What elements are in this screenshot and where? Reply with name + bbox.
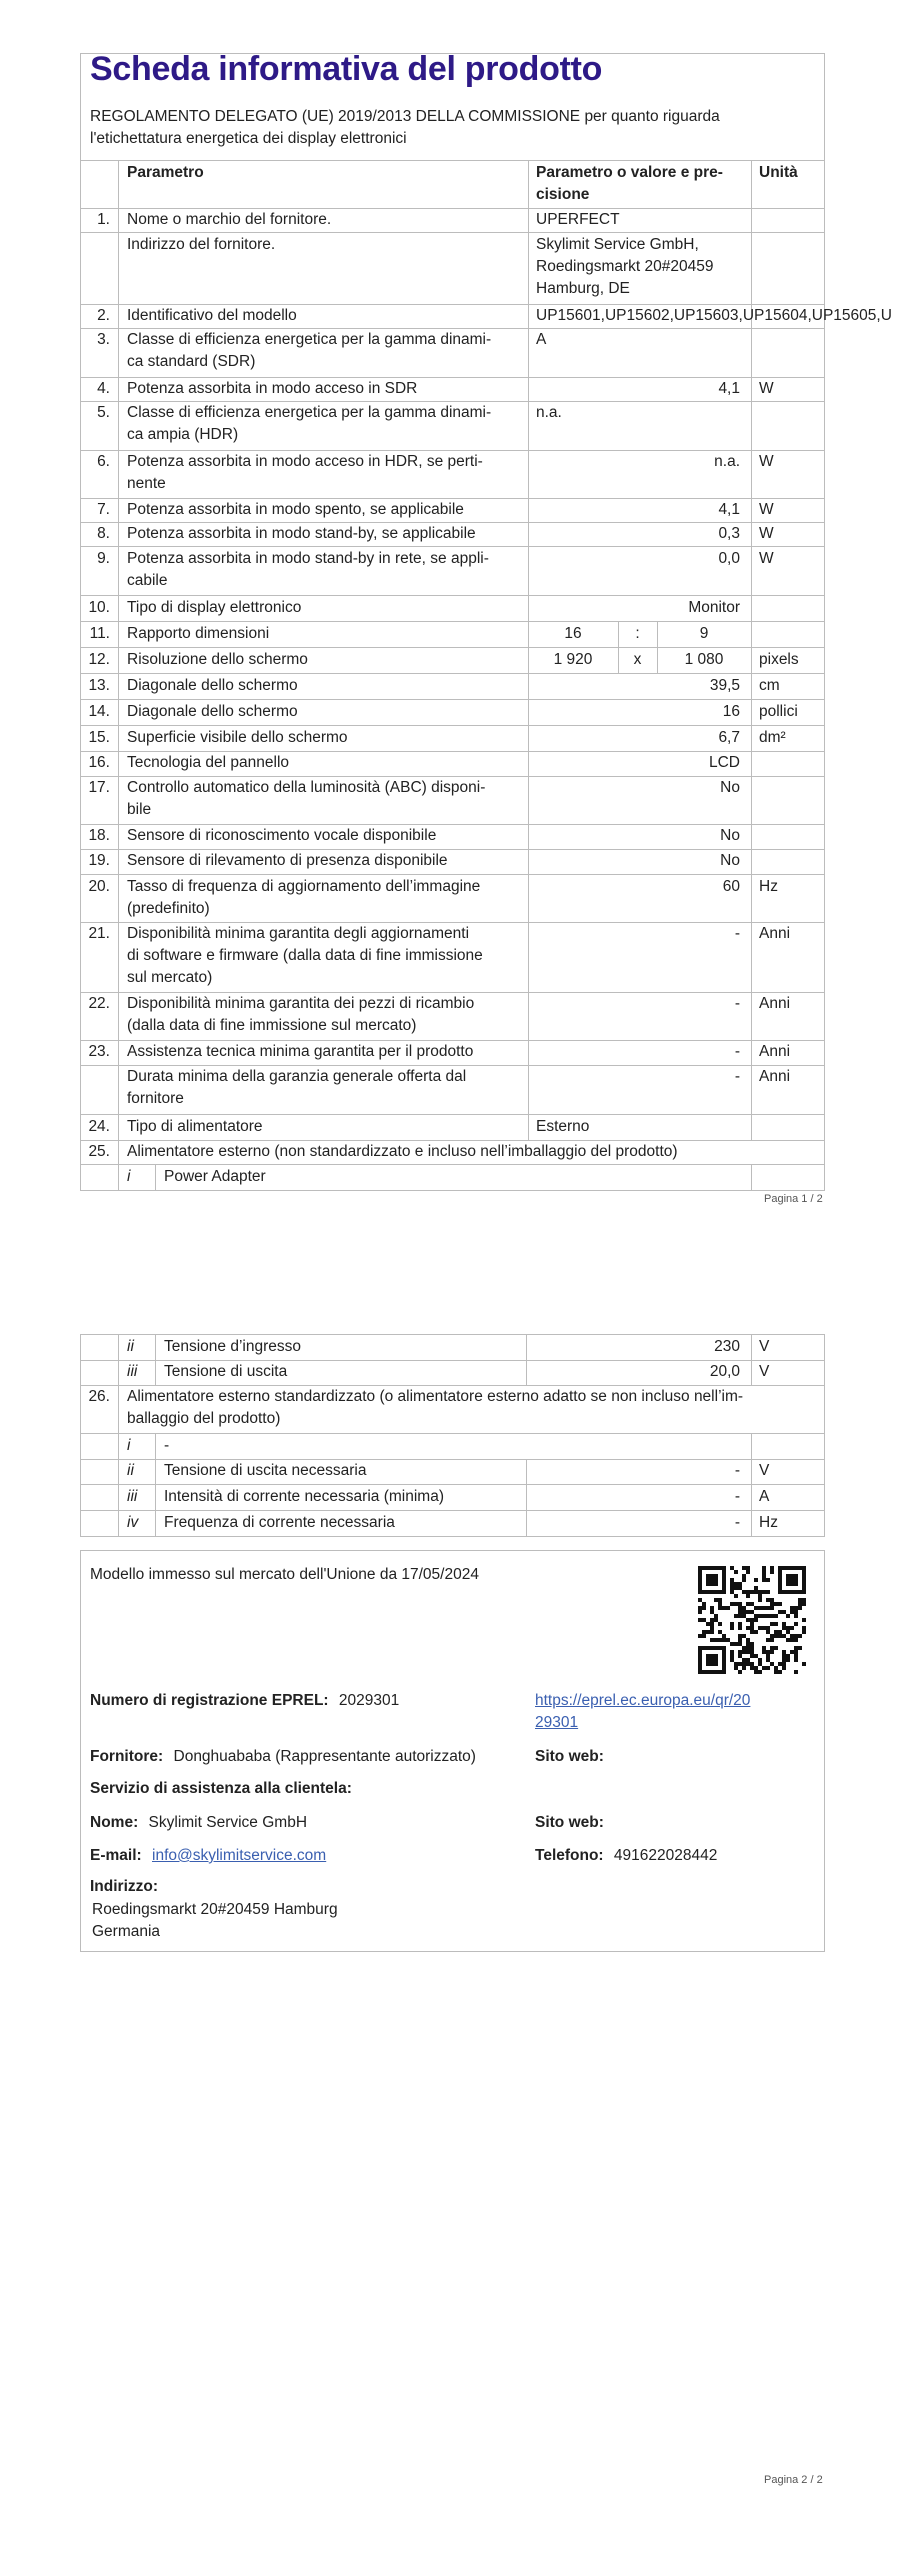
eprel-link[interactable]: https://eprel.ec.europa.eu/qr/20 29301 (535, 1692, 751, 1731)
service-name: Nome: Skylimit Service GmbH (90, 1814, 308, 1831)
column-header-parameter: Parametro (127, 164, 204, 181)
service-phone: Telefono: 491622028442 (535, 1847, 718, 1864)
customer-service-heading: Servizio di assistenza alla clientela: (90, 1780, 352, 1797)
page-number: Pagina 1 / 2 (764, 1193, 823, 1205)
page-number: Pagina 2 / 2 (764, 2474, 823, 2486)
column-header-unit: Unità (759, 164, 798, 181)
service-website-label: Sito web: (535, 1814, 604, 1831)
market-date-text: Modello immesso sul mercato dell'Unione da 17/05/2024 (90, 1566, 479, 1583)
email-link[interactable]: info@skylimitservice.com (152, 1847, 327, 1864)
address-label: Indirizzo: (90, 1878, 159, 1895)
website-label: Sito web: (535, 1748, 604, 1765)
eprel-registration: Numero di registrazione EPREL: 2029301 (90, 1692, 400, 1709)
service-email: E-mail: info@skylimitservice.com (90, 1847, 327, 1864)
regulation-subtitle: REGOLAMENTO DELEGATO (UE) 2019/2013 DELLA COMMISSIONE per quanto riguarda l'etichettatura energetica dei display elettronici (90, 108, 720, 147)
qr-code-icon[interactable] (698, 1566, 806, 1674)
supplier: Fornitore: Donghuababa (Rappresentante autorizzato) (90, 1748, 476, 1765)
page-title: Scheda informativa del prodotto (90, 50, 603, 88)
address-value: Roedingsmarkt 20#20459 Hamburg Germania (92, 1901, 338, 1940)
column-header-value: Parametro o valore e pre- cisione (536, 164, 723, 203)
